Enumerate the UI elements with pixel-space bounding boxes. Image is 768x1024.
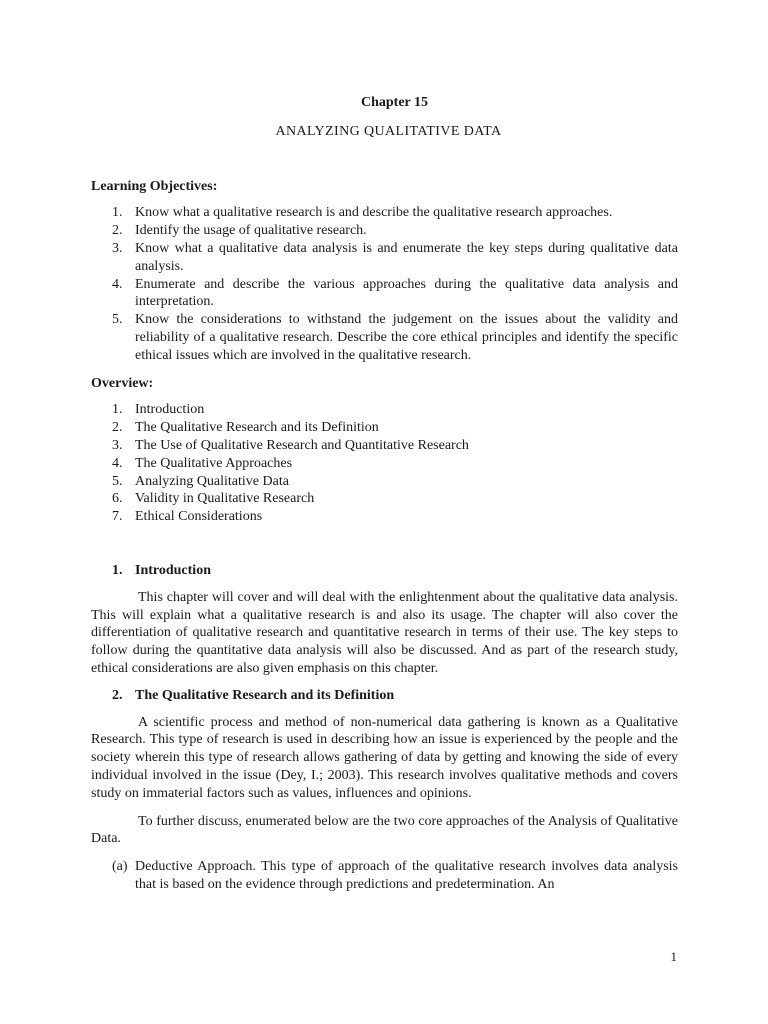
list-text: Introduction [135,402,205,418]
list-item [91,419,678,437]
list-number: 3. [112,437,123,453]
chapter-number: Chapter 15 [360,95,429,110]
deductive-approach-item [91,858,678,894]
list-number: 2. [112,420,123,436]
list-text: Identify the usage of qualitative research. [135,223,367,239]
list-number: 5. [112,473,123,489]
list-item [91,437,678,455]
list-number: 6. [112,491,123,507]
list-text: The Use of Qualitative Research and Quantitative Research [135,437,469,453]
list-item [91,276,678,312]
overview-list [91,401,678,526]
section-heading-introduction [91,562,678,580]
page-content [91,94,678,894]
list-item [91,473,678,491]
list-text: The Qualitative Research and its Definition [135,420,379,436]
list-number: 4. [112,276,123,292]
section-number: 2. [112,687,123,703]
item-text: Deductive Approach. This type of approach of the qualitative research involves data analysis that is based on the evidence through predictions and predetermination. An [135,859,678,892]
approaches-intro-paragraph: To further discuss, enumerated below are the two core approaches of the Analysis of Qualitative Data. [91,813,678,847]
section-title: The Qualitative Research and its Definition [135,687,395,703]
list-item [91,455,678,473]
list-number: 1. [112,402,123,418]
section-heading-qualitative-research [91,687,678,705]
list-item [91,401,678,419]
item-label: (a) [112,859,128,875]
qualitative-research-paragraph: A scientific process and method of non-numerical data gathering is known as a Qualitative Research. This type of research is used in describing how an issue is experienced by the people and the society wherein this type of research allows gathering of data by getting and knowing the side of every individual involved in the issue (Dey, I.; 2003). This research involves qualitative methods and covers study on immaterial factors such as values, influences and opinions. [91,714,678,801]
list-item [91,240,678,276]
list-item [91,204,678,222]
list-number: 2. [112,223,123,239]
list-number: 5. [112,312,123,328]
learning-objectives-list [91,204,678,364]
list-text: Ethical Considerations [135,509,263,525]
list-number: 3. [112,240,123,256]
list-item [91,508,678,526]
learning-objectives-heading: Learning Objectives: [91,178,218,194]
list-number: 4. [112,455,123,471]
list-item [91,311,678,364]
overview-heading: Overview: [91,375,154,391]
list-text: Know what a qualitative research is and describe the qualitative research approaches. [135,205,613,221]
section-number: 1. [112,562,123,578]
introduction-paragraph: This chapter will cover and will deal with the enlightenment about the qualitative data analysis. This will explain what a qualitative research is and also its usage. The chapter will also cover the differentiation of qualitative research and quantitative research in terms of their use. The key steps to follow during the quantitative data analysis will also be discussed. And as part of the research study, ethical considerations are also given emphasis on this chapter. [91,589,678,676]
chapter-title: ANALYZING QUALITATIVE DATA [275,123,502,139]
list-text: Know what a qualitative data analysis is and enumerate the key steps during qualitative data analysis. [135,240,678,274]
list-text: Validity in Qualitative Research [135,491,315,507]
list-text: Analyzing Qualitative Data [135,473,289,489]
list-text: The Qualitative Approaches [135,455,293,471]
list-number: 7. [112,509,123,525]
section-title: Introduction [135,562,211,578]
list-text: Know the considerations to withstand the judgement on the issues about the validity and reliability of a qualitative research. Describe the core ethical principles and identify the specific ethical issues which are involved in the qualitative research. [135,312,678,363]
list-item [91,490,678,508]
list-item [91,222,678,240]
page-number: 1 [670,949,677,964]
list-text: Enumerate and describe the various approaches during the qualitative data analysis and interpretation. [135,276,678,310]
list-number: 1. [112,205,123,221]
